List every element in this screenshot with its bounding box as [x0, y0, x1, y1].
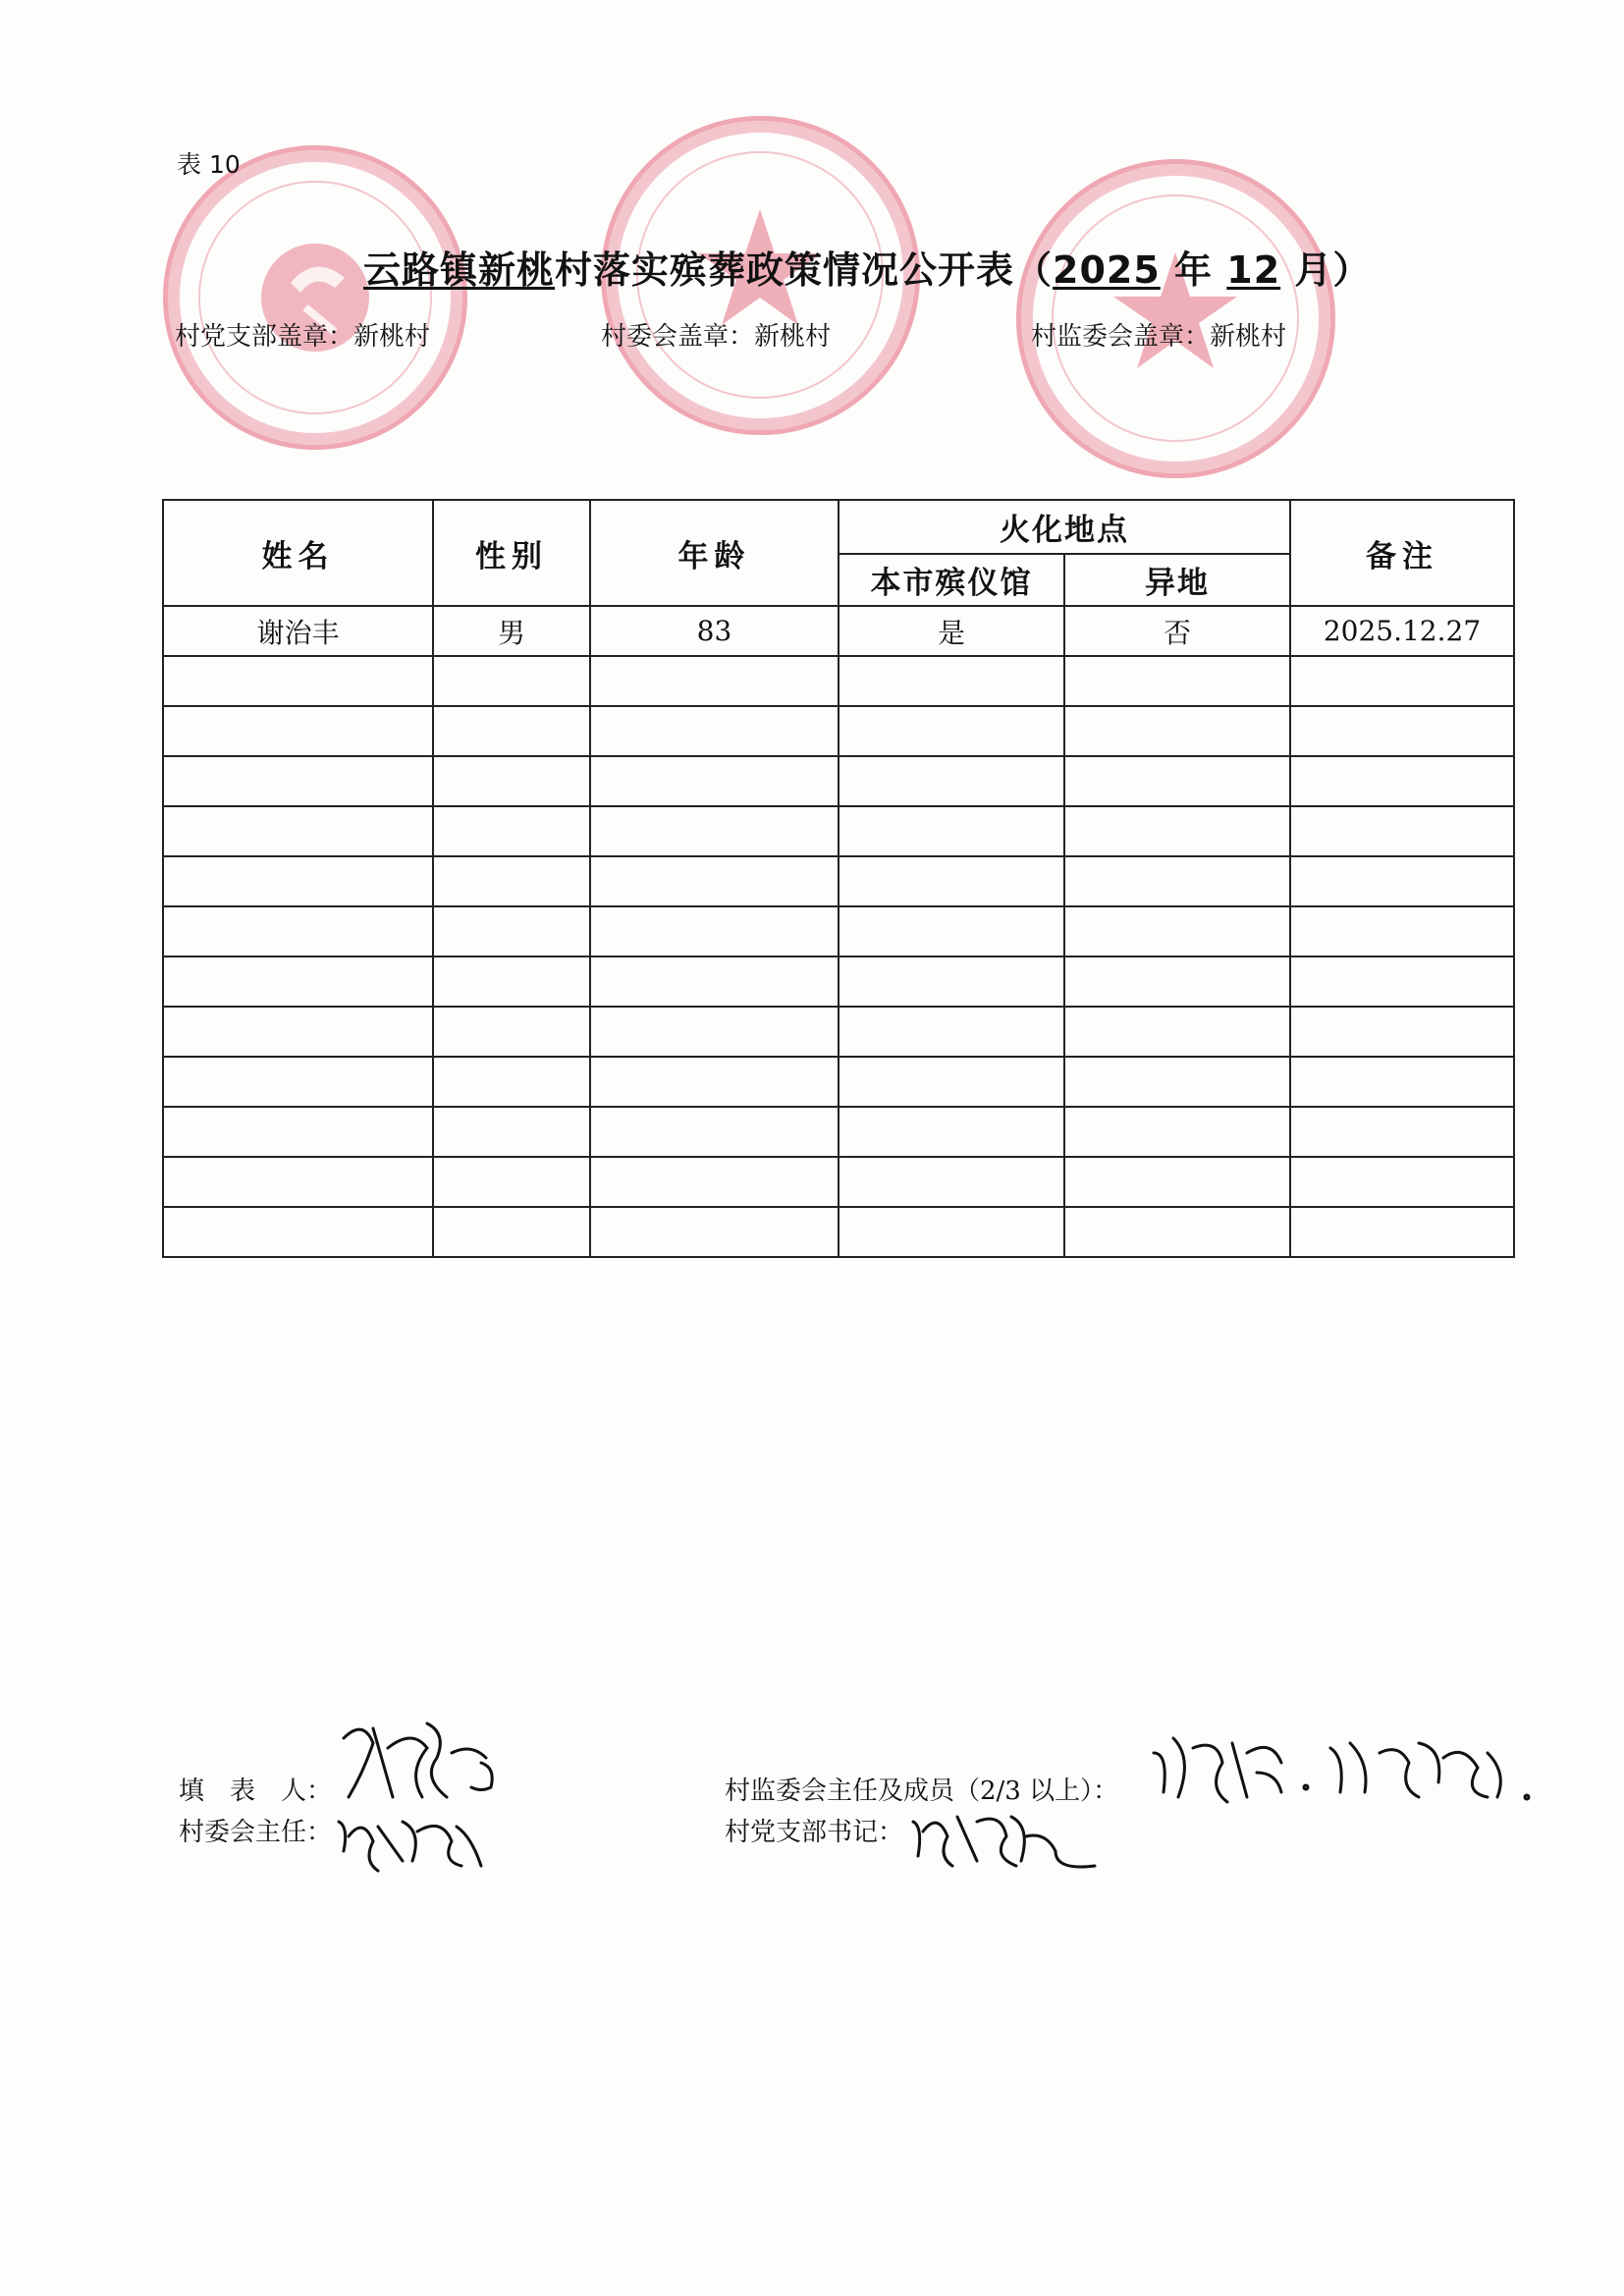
- seal-label: 村监委会盖章：: [1031, 322, 1211, 352]
- cell-local-funeral-home: [839, 1057, 1064, 1107]
- table-row: [163, 806, 1514, 856]
- cell-name: [163, 706, 433, 756]
- title-month-unit: 月）: [1280, 248, 1372, 292]
- supervision-members-label: 村监委会主任及成员（2/3 以上）：: [725, 1777, 1119, 1806]
- cell-name: [163, 1207, 433, 1257]
- table-row: [163, 1057, 1514, 1107]
- cell-age: [590, 906, 839, 957]
- cell-elsewhere: [1064, 1207, 1290, 1257]
- table-row: [163, 1007, 1514, 1057]
- table-row: [163, 856, 1514, 906]
- cell-elsewhere: [1064, 806, 1290, 856]
- cell-gender: [433, 1157, 590, 1207]
- cell-age: [590, 756, 839, 806]
- cell-gender: [433, 1007, 590, 1057]
- cell-elsewhere: 否: [1064, 606, 1290, 656]
- cell-gender: [433, 806, 590, 856]
- cell-name: [163, 1007, 433, 1057]
- seal-value: 新桃村: [754, 322, 832, 352]
- cell-remarks: [1290, 756, 1514, 806]
- table-row: [163, 1157, 1514, 1207]
- cell-gender: [433, 656, 590, 706]
- table-row: [163, 756, 1514, 806]
- table-row: [163, 656, 1514, 706]
- cell-age: [590, 706, 839, 756]
- title-village: 新桃: [478, 248, 556, 292]
- header-gender: 性别: [433, 500, 590, 606]
- cell-age: [590, 957, 839, 1007]
- header-age: 年龄: [590, 500, 839, 606]
- cell-local-funeral-home: [839, 756, 1064, 806]
- cell-remarks: [1290, 906, 1514, 957]
- cell-elsewhere: [1064, 1007, 1290, 1057]
- cell-name: [163, 1057, 433, 1107]
- cell-elsewhere: [1064, 756, 1290, 806]
- table-row: [163, 906, 1514, 957]
- cell-gender: [433, 1107, 590, 1157]
- cell-gender: [433, 756, 590, 806]
- cell-name: [163, 1157, 433, 1207]
- cell-age: [590, 656, 839, 706]
- cell-elsewhere: [1064, 706, 1290, 756]
- table-row: [163, 606, 1514, 656]
- cell-remarks: [1290, 656, 1514, 706]
- header-elsewhere: 异地: [1064, 554, 1290, 606]
- cell-remarks: [1290, 1207, 1514, 1257]
- table-row: [163, 1107, 1514, 1157]
- cell-remarks: [1290, 1157, 1514, 1207]
- title-year-unit: 年: [1160, 248, 1227, 292]
- party-secretary-signature: [908, 1802, 1105, 1881]
- village-committee-seal-line: [601, 316, 831, 353]
- cell-name: [163, 656, 433, 706]
- cell-name: [163, 1107, 433, 1157]
- header-name: 姓名: [163, 500, 433, 606]
- cell-name: 谢治丰: [163, 606, 433, 656]
- party-branch-stamp: [163, 145, 467, 450]
- cell-gender: [433, 1057, 590, 1107]
- header-cremation-place: 火化地点: [839, 500, 1290, 554]
- header-local-funeral-home: 本市殡仪馆: [839, 554, 1064, 606]
- cell-local-funeral-home: [839, 656, 1064, 706]
- title-month: 12: [1226, 248, 1281, 292]
- cell-elsewhere: [1064, 1107, 1290, 1157]
- supervision-seal-line: [1031, 316, 1286, 353]
- cell-age: [590, 1157, 839, 1207]
- cell-local-funeral-home: [839, 856, 1064, 906]
- filler-label: 填 表 人：: [179, 1777, 333, 1806]
- table-row: [163, 706, 1514, 756]
- cell-age: 83: [590, 606, 839, 656]
- cell-local-funeral-home: [839, 1107, 1064, 1157]
- cell-remarks: [1290, 706, 1514, 756]
- cell-name: [163, 756, 433, 806]
- cell-age: [590, 1007, 839, 1057]
- cell-local-funeral-home: [839, 1007, 1064, 1057]
- cell-gender: [433, 906, 590, 957]
- cell-name: [163, 856, 433, 906]
- page-title: [363, 240, 1371, 294]
- cell-remarks: [1290, 957, 1514, 1007]
- cell-local-funeral-home: [839, 1207, 1064, 1257]
- cell-elsewhere: [1064, 656, 1290, 706]
- cell-local-funeral-home: [839, 906, 1064, 957]
- cell-elsewhere: [1064, 1057, 1290, 1107]
- cell-remarks: 2025.12.27: [1290, 606, 1514, 656]
- title-year: 2025: [1053, 248, 1161, 292]
- cell-remarks: [1290, 856, 1514, 906]
- cell-remarks: [1290, 806, 1514, 856]
- cell-remarks: [1290, 1057, 1514, 1107]
- title-town: 云路镇: [363, 248, 479, 292]
- table-row: [163, 1207, 1514, 1257]
- cell-remarks: [1290, 1107, 1514, 1157]
- funeral-policy-table: [162, 499, 1515, 1258]
- cell-local-funeral-home: [839, 806, 1064, 856]
- seal-value: 新桃村: [353, 322, 431, 352]
- table-number: 表 10: [177, 150, 241, 179]
- cell-elsewhere: [1064, 856, 1290, 906]
- cell-name: [163, 957, 433, 1007]
- cell-age: [590, 1107, 839, 1157]
- cell-local-funeral-home: [839, 1157, 1064, 1207]
- cell-name: [163, 906, 433, 957]
- cell-gender: [433, 1207, 590, 1257]
- cell-age: [590, 1057, 839, 1107]
- cell-elsewhere: [1064, 906, 1290, 957]
- committee-director-label: 村委会主任：: [179, 1818, 333, 1847]
- cell-local-funeral-home: [839, 957, 1064, 1007]
- cell-gender: 男: [433, 606, 590, 656]
- committee-director-signature: [334, 1807, 491, 1876]
- cell-local-funeral-home: [839, 706, 1064, 756]
- cell-gender: [433, 957, 590, 1007]
- table-row: [163, 957, 1514, 1007]
- cell-age: [590, 856, 839, 906]
- filler-signature: [334, 1709, 520, 1817]
- cell-name: [163, 806, 433, 856]
- party-branch-seal-line: [175, 316, 430, 353]
- seal-label: 村党支部盖章：: [175, 322, 354, 352]
- cell-age: [590, 806, 839, 856]
- table-body: [163, 606, 1514, 1257]
- cell-elsewhere: [1064, 957, 1290, 1007]
- supervision-signatures: [1149, 1728, 1561, 1817]
- seal-value: 新桃村: [1210, 322, 1287, 352]
- seal-label: 村委会盖章：: [601, 322, 755, 352]
- cell-age: [590, 1207, 839, 1257]
- cell-local-funeral-home: 是: [839, 606, 1064, 656]
- cell-gender: [433, 856, 590, 906]
- party-secretary-label: 村党支部书记：: [725, 1818, 904, 1847]
- cell-elsewhere: [1064, 1157, 1290, 1207]
- cell-gender: [433, 706, 590, 756]
- cell-remarks: [1290, 1007, 1514, 1057]
- title-main: 村落实殡葬政策情况公开表（: [555, 248, 1054, 292]
- header-remarks: 备注: [1290, 500, 1514, 606]
